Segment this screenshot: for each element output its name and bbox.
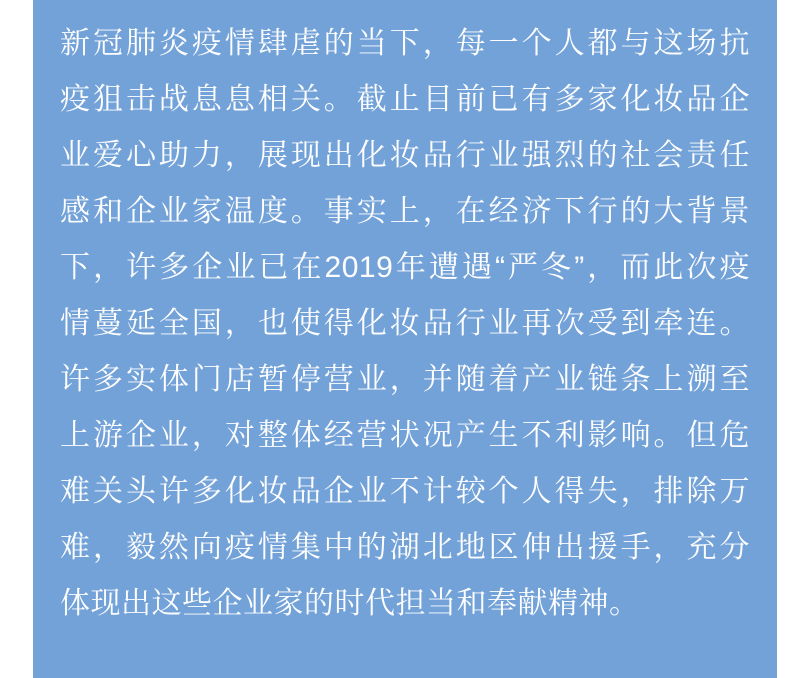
paragraph-line: 体现出这些企业家的时代担当和奉献精神。	[60, 587, 640, 620]
paragraph-line: 情蔓延全国，也使得化妆品行业再次受到牵连。	[60, 307, 750, 340]
paragraph-line: 难，毅然向疫情集中的湖北地区伸出援手，充分	[60, 531, 750, 564]
paragraph-line: 许多实体门店暂停营业，并随着产业链条上溯至	[60, 363, 750, 396]
article-paragraph	[33, 0, 777, 632]
paragraph-line: 业爱心助力，展现出化妆品行业强烈的社会责任	[60, 139, 750, 172]
paragraph-line: 感和企业家温度。事实上，在经济下行的大背景	[60, 195, 750, 228]
paragraph-line: 新冠肺炎疫情肆虐的当下，每一个人都与这场抗	[60, 27, 750, 60]
paragraph-line: 难关头许多化妆品企业不计较个人得失，排除万	[60, 475, 750, 508]
paragraph-line: 疫狙击战息息相关。截止目前已有多家化妆品企	[60, 83, 750, 116]
paragraph-line: 上游企业，对整体经营状况产生不利影响。但危	[60, 419, 750, 452]
paragraph-line: 下，许多企业已在2019年遭遇“严冬”，而此次疫	[60, 251, 750, 284]
article-card	[33, 0, 777, 678]
